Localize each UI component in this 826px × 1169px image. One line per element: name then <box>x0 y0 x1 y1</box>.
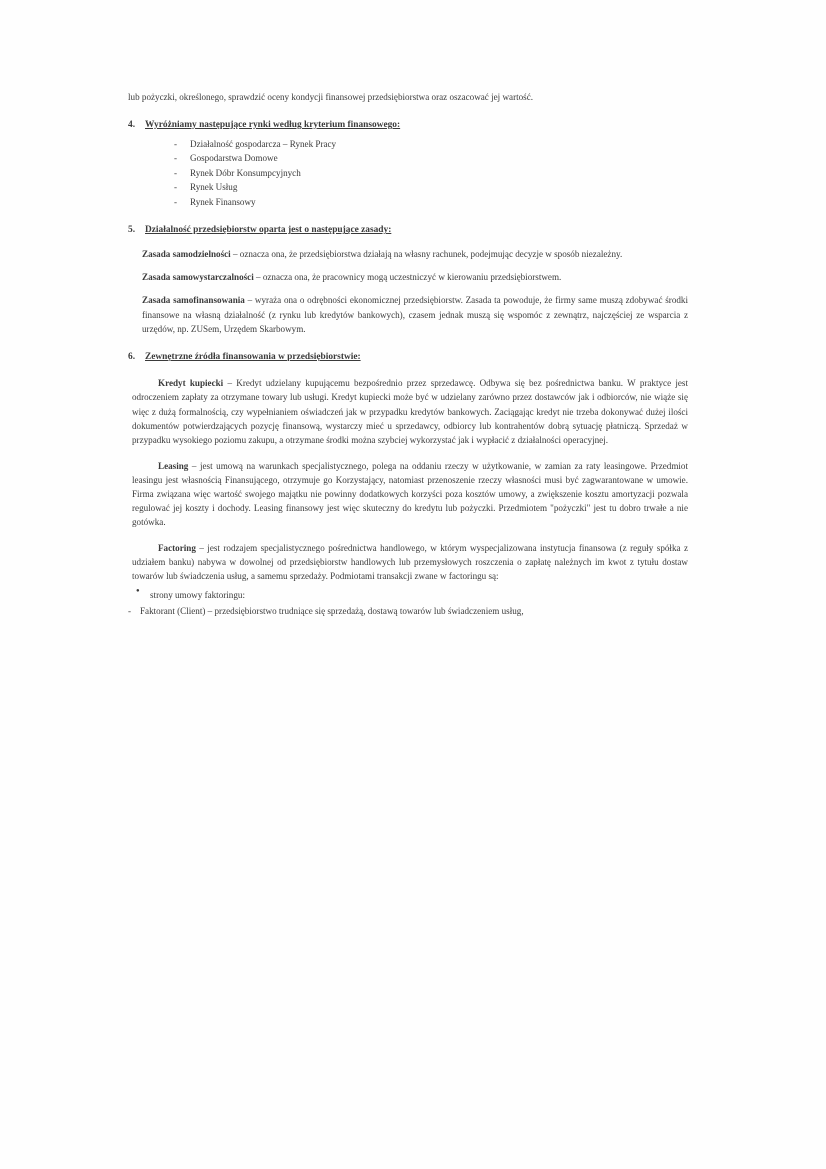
section-4-heading <box>128 118 688 133</box>
section-4 <box>128 118 688 209</box>
section-5-number: 5. <box>128 225 136 236</box>
block-kredyt-kupiecki <box>128 376 688 446</box>
principles-list <box>128 247 688 336</box>
section-6 <box>128 350 688 618</box>
principle-item <box>142 247 688 261</box>
block-lead: Factoring <box>158 543 196 554</box>
block-lead: Kredyt kupiecki <box>158 378 224 389</box>
block-paragraph <box>132 376 688 446</box>
section-6-number: 6. <box>128 351 136 362</box>
principle-text: – oznacza ona, że przedsiębiorstwa działają na własny rachunek, podejmując decyzje w sposób niezależny. <box>232 249 623 260</box>
list-item: - Działalność gospodarcza – Rynek Pracy <box>174 137 688 152</box>
list-item: - Rynek Usług <box>174 180 688 195</box>
principle-name: Zasada samodzielności <box>142 249 231 260</box>
document-body <box>128 90 688 620</box>
principle-name: Zasada samowystarczalności <box>142 272 254 283</box>
list-item: - Rynek Dóbr Konsumpcyjnych <box>174 166 688 181</box>
intro-paragraph: lub pożyczki, określonego, sprawdzić oceny kondycji finansowej przedsiębiorstwa oraz oszacować jej wartość. <box>128 92 534 102</box>
section-5-title: Działalność przedsiębiorstw oparta jest o następujące zasady: <box>145 225 392 236</box>
principle-name: Zasada samofinansowania <box>142 295 245 306</box>
block-leasing <box>128 459 688 529</box>
principle-text: – oznacza ona, że pracownicy mogą uczestniczyć w kierowaniu przedsiębiorstwem. <box>256 272 562 283</box>
section-5 <box>128 223 688 335</box>
list-item: - Faktorant (Client) – przedsiębiorstwo trudniące się sprzedażą, dostawą towarów lub świadczeniem usług, <box>136 604 688 618</box>
block-text: – jest umową na warunkach specjalistycznego, polega na oddaniu rzeczy w użytkowanie, w zamian za raty leasingowe. Przedmiot leasingu jest własnością Finansującego, otrzymuje go Korzystający, natomiast przenoszenie rzeczy własności musi być zagwarantowane w umowie. Firma związana więc wartość swojego majątku nie powinny dodatkowych korzyści poza kosztów umowy, a zwiększenie kosztu amortyzacji pozwala regulować jej koszty i dochody. Leasing finansowy jest więc skuteczny do kredytu lub pożyczki. Przedmiotem "pożyczki" jest tu dobro trwałe a nie gotówka. <box>132 460 688 528</box>
block-lead: Leasing <box>158 460 189 471</box>
list-item: - Rynek Finansowy <box>174 195 688 210</box>
principle-text: – wyraża ona o odrębności ekonomicznej przedsiębiorstw. Zasada ta powoduje, że firmy same muszą zdobywać środki finansowe na własną działalność (z rynku lub kredytów bankowych), czasem jednak muszą się wspomóc z zewnątrz, najczęściej ze wsparcia z urzędów, np. ZUSem, Urzędem Skarbowym. <box>142 295 688 334</box>
list-item: - Gospodarstwa Domowe <box>174 151 688 166</box>
section-4-title: Wyróżniamy następujące rynki według kryterium finansowego: <box>145 120 401 131</box>
block-paragraph <box>132 541 688 583</box>
section-6-title: Zewnętrzne źródła finansowania w przedsiębiorstwie: <box>145 351 361 362</box>
factoring-parties-list <box>132 588 688 618</box>
section-4-list <box>128 137 688 210</box>
block-text: – jest rodzajem specjalistycznego pośrednictwa handlowego, w którym wyspecjalizowana instytucja finansowa (z reguły spółka z udziałem banku) nabywa w dowolnej od przedsiębiorstw handlowych lub przemysłowych roszczenia o zapłatę należnych im kwot z tytułu dostaw towarów lub świadczenia usług, a samemu sprzedaży. Podmiotami transakcji zwane w factoringu są: <box>132 543 688 582</box>
block-paragraph <box>132 459 688 529</box>
principle-item <box>142 270 688 284</box>
list-item: ● strony umowy faktoringu: <box>136 588 688 602</box>
principle-item <box>142 293 688 335</box>
block-text: – Kredyt udzielany kupującemu bezpośrednio przez sprzedawcę. Odbywa się bez pośrednictwa banku. W praktyce jest odroczeniem zapłaty za otrzymane towary lub usługi. Kredyt kupiecki może być w udzielany zarówno przez dostawców jak i odbiorców, nie wiąże się więc z dużą formalnością, czy wypełnianiem oświadczeń jak w przypadku kredytów bankowych. Zaciągając kredyt nie trzeba dokonywać dużej ilości dokumentów potwierdzających pozycję finansową, wystarczy mieć u sprzedawcy, odbiorcy lub kontrahentów dobrą sytuację płatniczą. Sprzedaż w przypadku wysokiego poziomu zakupu, a otrzymane środki można szybciej wykorzystać jak i wypłacić z działalności operacyjnej. <box>132 378 688 445</box>
section-4-number: 4. <box>128 120 136 131</box>
section-6-heading <box>128 350 688 365</box>
block-factoring <box>128 541 688 617</box>
section-5-heading <box>128 223 688 238</box>
